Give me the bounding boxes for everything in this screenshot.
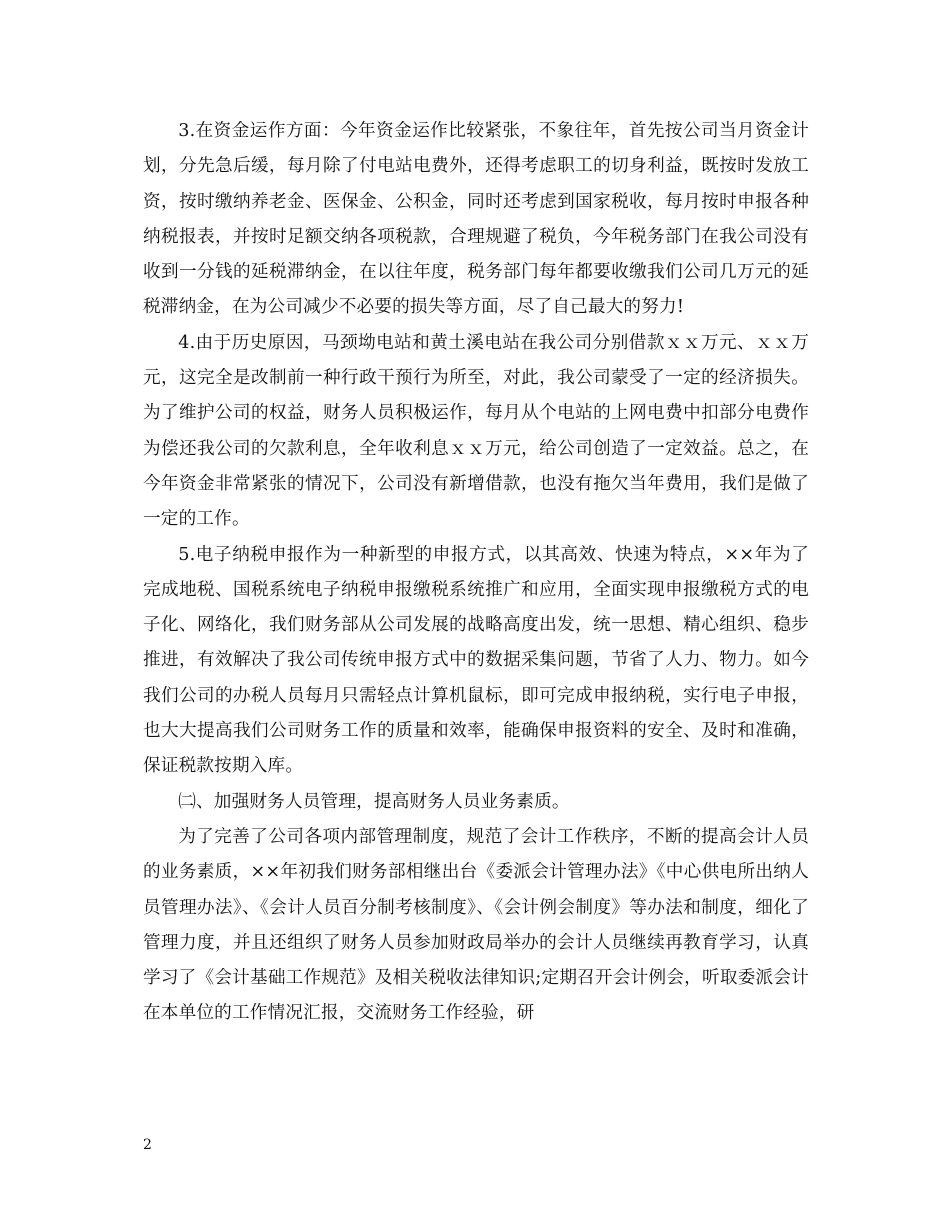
paragraph-historical-loans: 4.由于历史原因，马颈坳电站和黄土溪电站在我公司分别借款ｘｘ万元、ｘｘ万元，这完全是改制前一种行政干预行为所至，对此，我公司蒙受了一定的经济损失。为了维护公司的权益，财务人员积极运作，每月从个电站的上网电费中扣部分电费作为偿还我公司的欠款利息，全年收利息ｘｘ万元，给公司创造了一定效益。总之，在今年资金非常紧张的情况下，公司没有新增借款，也没有拖欠当年费用，我们是做了一定的工作。 — [143, 332, 809, 530]
document-body — [143, 114, 809, 1032]
paragraph-electronic-tax: 5.电子纳税申报作为一种新型的申报方式，以其高效、快速为特点，××年为了完成地税、国税系统电子纳税申报缴税系统推广和应用，全面实现申报缴税方式的电子化、网络化，我们财务部从公司发展的战略高度出发，统一思想、精心组织、稳步推进，有效解决了我公司传统申报方式中的数据采集问题，节省了人力、物力。如今我们公司的办税人员每月只需轻点计算机鼠标，即可完成申报纳税，实行电子申报，也大大提高我们公司财务工作的质量和效率，能确保申报资料的安全、及时和准确，保证税款按期入库。 — [143, 544, 809, 777]
paragraph-management-system: 为了完善了公司各项内部管理制度，规范了会计工作秩序，不断的提高会计人员的业务素质，××年初我们财务部相继出台《委派会计管理办法》《中心供电所出纳人员管理办法》、《会计人员百分制考核制度》、《会计例会制度》等办法和制度，细化了管理力度，并且还组织了财务人员参加财政局举办的会计人员继续再教育学习，认真学习了《会计基础工作规范》及相关税收法律知识;定期召开会计例会，听取委派会计在本单位的工作情况汇报，交流财务工作经验，研 — [143, 826, 809, 1024]
page-number: 2 — [143, 1137, 152, 1153]
section-heading-staff-management: ㈡、加强财务人员管理，提高财务人员业务素质。 — [178, 791, 570, 812]
paragraph-funds-operation: 3.在资金运作方面：今年资金运作比较紧张，不象往年，首先按公司当月资金计划，分先急后缓，每月除了付电站电费外，还得考虑职工的切身利益，既按时发放工资，按时缴纳养老金、医保金、公积金，同时还考虑到国家税收，每月按时申报各种纳税报表，并按时足额交纳各项税款，合理规避了税负，今年税务部门在我公司没有收到一分钱的延税滞纳金，在以往年度，税务部门每年都要收缴我们公司几万元的延税滞纳金，在为公司减少不必要的损失等方面，尽了自己最大的努力! — [143, 121, 809, 318]
